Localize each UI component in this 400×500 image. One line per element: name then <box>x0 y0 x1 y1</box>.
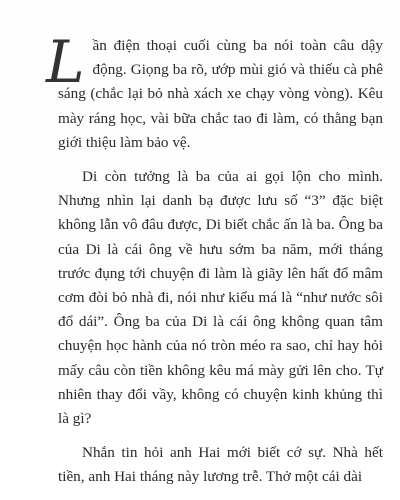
paragraph-1-text: ần điện thoại cuối cùng ba nói toàn câu dậy động. Giọng ba rõ, ướp mùi gió và thiếu cà phê sáng (chắc lại bỏ nhà xách xe chạy vòng vòng). Kêu mày ráng học, vài bữa chắc tao đi làm, có thằng bạn giới thiệu làm bảo vệ. <box>58 37 383 151</box>
page-text-body <box>46 28 383 500</box>
paragraph-3: Nhắn tin hỏi anh Hai mới biết cớ sự. Nhà hết tiền, anh Hai tháng này lương trễ. Thở một cái dài <box>58 444 383 486</box>
drop-cap-letter: L <box>46 28 85 96</box>
paragraph-1 <box>46 28 383 155</box>
paragraph-2: Di còn tưởng là ba của ai gọi lộn cho mình. Nhưng nhìn lại danh bạ được lưu số “3” đặc biệt không lẫn vô đâu được, Di biết chắc ấn là ba. Ông ba của Di là cái ông về hưu sớm ba năm, mới tháng trước đụng tới chuyện đi làm là giãy lên hất đổ mâm cơm đòi bỏ nhà đi, nói như kiểu má là “như nước sôi đổ dái”. Ông ba của Di là cái ông không quan tâm chuyện học hành của nó tròn méo ra sao, chỉ hay hỏi mấy câu còn tiền không kêu má mày gửi lên cho. Tự nhiên thay đổi vầy, không có chuyện kinh khủng thì là gì? <box>58 168 383 428</box>
